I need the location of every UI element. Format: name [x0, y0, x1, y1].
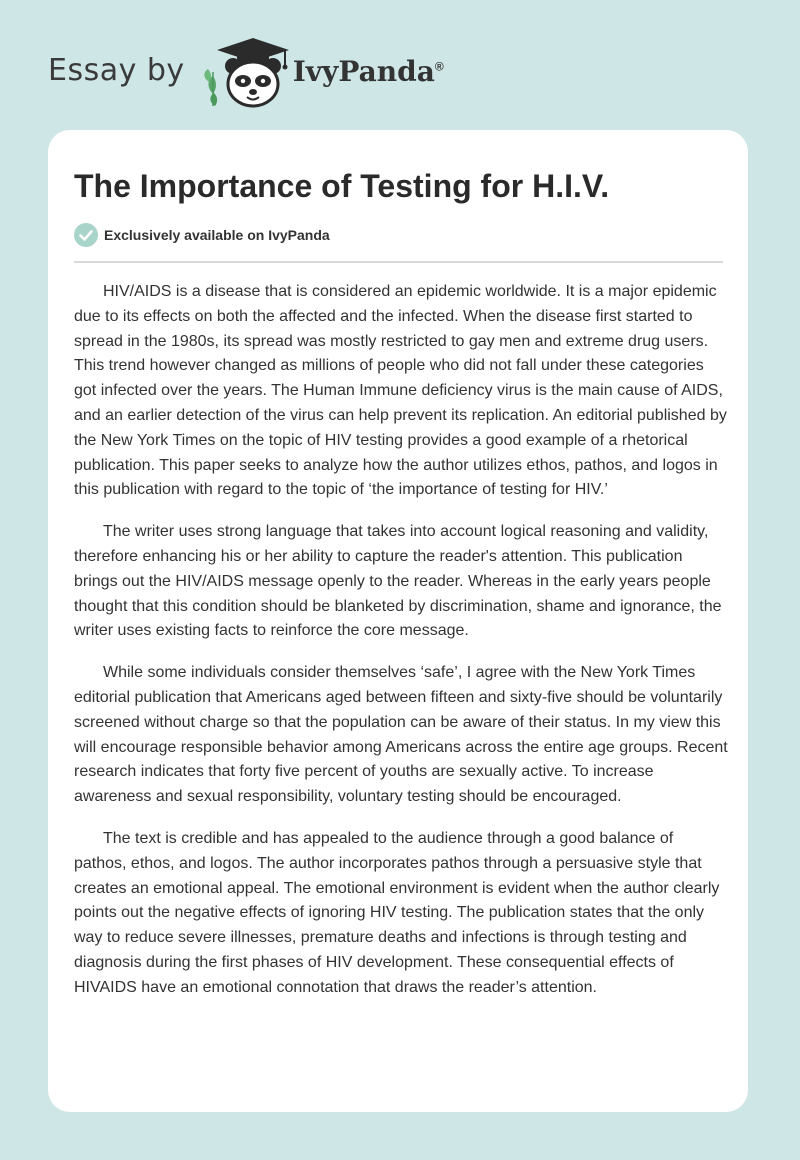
panda-logo-icon[interactable] — [199, 36, 291, 108]
exclusive-label: Exclusively available on IvyPanda — [104, 227, 330, 243]
page-title: The Importance of Testing for H.I.V. — [74, 168, 610, 204]
essay-by-label: Essay by — [48, 52, 185, 88]
brand-name[interactable]: IvyPanda® — [292, 54, 444, 88]
paragraph: While some individuals consider themselves ‘safe’, I agree with the New York Times editorial publication that Americans aged between fifteen and sixty-five should be voluntarily screened without charge so that the population can be aware of their status. In my view this will encourage responsible behavior among Americans across the entire age groups. Recent research indicates that forty five percent of youths are sexually active. To increase awareness and sexual responsibility, voluntary testing should be encouraged. — [74, 664, 728, 806]
site-header — [48, 36, 548, 108]
check-circle-icon — [74, 223, 98, 247]
title-divider — [74, 261, 723, 263]
paragraph: The writer uses strong language that takes into account logical reasoning and validity, therefore enhancing his or her ability to capture the reader's attention. This publication brings out the HIV/AIDS message openly to the reader. Whereas in the early years people thought that this condition should be blanketed by discrimination, shame and ignorance, the writer uses existing facts to reinforce the core message. — [74, 523, 722, 640]
paragraph: The text is credible and has appealed to the audience through a good balance of pathos, ethos, and logos. The author incorporates pathos through a persuasive style that creates an emotional appeal. The emotional environment is evident when the author clearly points out the negative effects of ignoring HIV testing. The publication states that the only way to reduce severe illnesses, premature deaths and infections is through testing and diagnosis during the first phases of HIV development. These consequential effects of HIVAIDS have an emotional connotation that draws the reader’s attention. — [74, 829, 720, 996]
essay-body — [74, 280, 730, 1018]
essay-card — [48, 130, 748, 1112]
exclusive-badge — [74, 222, 330, 248]
paragraph: HIV/AIDS is a disease that is considered an epidemic worldwide. It is a major epidemic due to its effects on both the affected and the infected. When the disease first started to spread in the 1980s, its spread was mostly restricted to gay men and extreme drug users. This trend however changed as millions of people who did not fall under these categories got infected over the years. The Human Immune deficiency virus is the main cause of AIDS, and an earlier detection of the virus can help prevent its replication. An editorial published by the New York Times on the topic of HIV testing provides a good example of a rhetorical publication. This paper seeks to analyze how the author utilizes ethos, pathos, and logos in this publication with regard to the topic of ‘the importance of testing for HIV.’ — [74, 283, 727, 499]
